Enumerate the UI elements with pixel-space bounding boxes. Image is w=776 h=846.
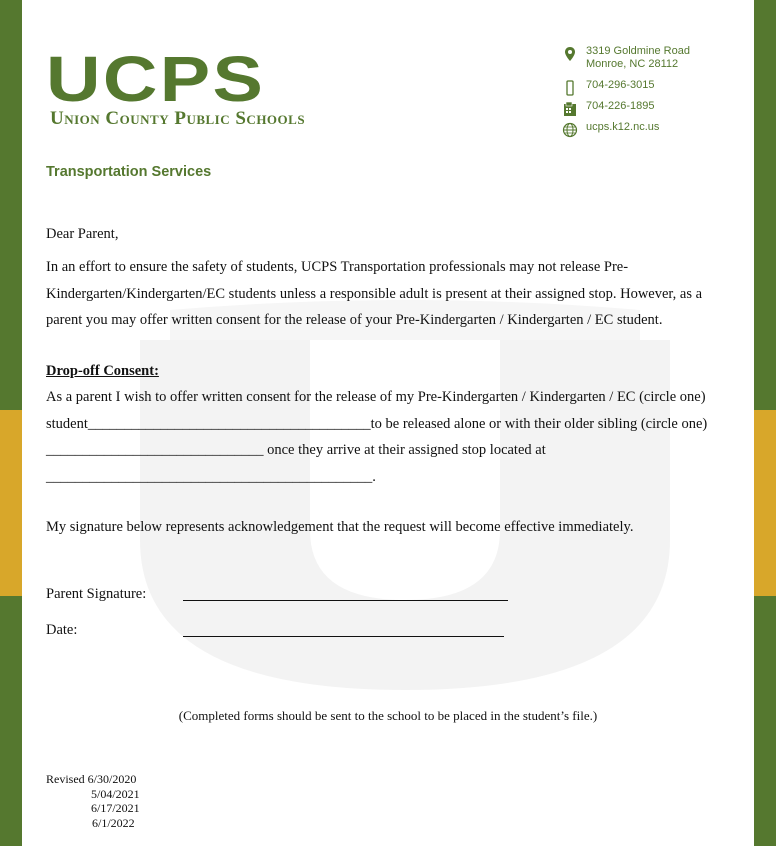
greeting: Dear Parent,	[46, 226, 119, 242]
address-row	[562, 45, 690, 75]
fax-number: 704-226-1895	[586, 100, 655, 112]
contact-info	[562, 45, 690, 142]
parent-signature-label: Parent Signature:	[46, 586, 147, 602]
left-bar-green-top	[0, 0, 22, 410]
address-line-1: 3319 Goldmine Road	[586, 45, 690, 57]
website-row	[562, 121, 690, 142]
phone-number: 704-296-3015	[586, 79, 655, 91]
consent-text-3: once they arrive at their assigned stop located at	[263, 442, 546, 458]
right-bar-gold	[754, 410, 776, 596]
globe-icon	[562, 122, 578, 138]
phone-icon	[562, 80, 578, 96]
logo-subtitle: Union County Public Schools	[50, 108, 306, 129]
consent-text-1: As a parent I wish to offer written consent for the release of my Pre-Kindergarten / Kindergarten / EC (circle one) student	[46, 389, 706, 432]
revision-row-3: 6/17/2021	[91, 801, 140, 815]
parent-signature-line[interactable]	[183, 600, 508, 601]
fax-row	[562, 100, 690, 121]
left-bar-gold	[0, 410, 22, 596]
student-name-blank[interactable]: _______________________________________	[87, 415, 371, 432]
location-pin-icon	[562, 46, 578, 62]
revision-row-1: Revised 6/30/2020	[46, 772, 137, 786]
consent-heading: Drop-off Consent:	[46, 363, 159, 379]
stop-location-blank[interactable]: _____________________________________________	[46, 468, 373, 485]
website-link[interactable]: ucps.k12.nc.us	[586, 121, 660, 133]
revision-row-4: 6/1/2022	[92, 815, 135, 830]
date-line[interactable]	[183, 636, 504, 637]
revision-dates	[46, 772, 140, 830]
watermark-logo	[110, 300, 700, 700]
consent-paragraph	[46, 384, 736, 490]
intro-paragraph: In an effort to ensure the safety of students, UCPS Transportation professionals may not release Pre-Kindergarten/Kindergarten/EC students unless a responsible adult is present at their assigned stop. However, as a parent you may offer written consent for the release of your Pre-Kindergarten / Kindergarten / EC student.	[46, 259, 703, 328]
revision-row-2: 5/04/2021	[91, 786, 140, 801]
department-title: Transportation Services	[46, 164, 212, 180]
right-bar-green-top	[754, 0, 776, 410]
consent-end: .	[372, 468, 376, 485]
address-line-2: Monroe, NC 28112	[586, 58, 679, 70]
acknowledgement: My signature below represents acknowledgement that the request will become effective immediately.	[46, 519, 634, 535]
consent-text-2: to be released alone or with their older sibling (circle one)	[370, 415, 708, 432]
sibling-blank[interactable]: ______________________________	[46, 442, 264, 458]
ucps-logo	[46, 43, 338, 130]
fax-icon	[562, 101, 578, 117]
logo-wordmark: UCPS	[46, 43, 266, 115]
phone-row	[562, 79, 690, 100]
date-label: Date:	[46, 622, 78, 638]
footer-note: (Completed forms should be sent to the school to be placed in the student’s file.)	[178, 708, 598, 723]
